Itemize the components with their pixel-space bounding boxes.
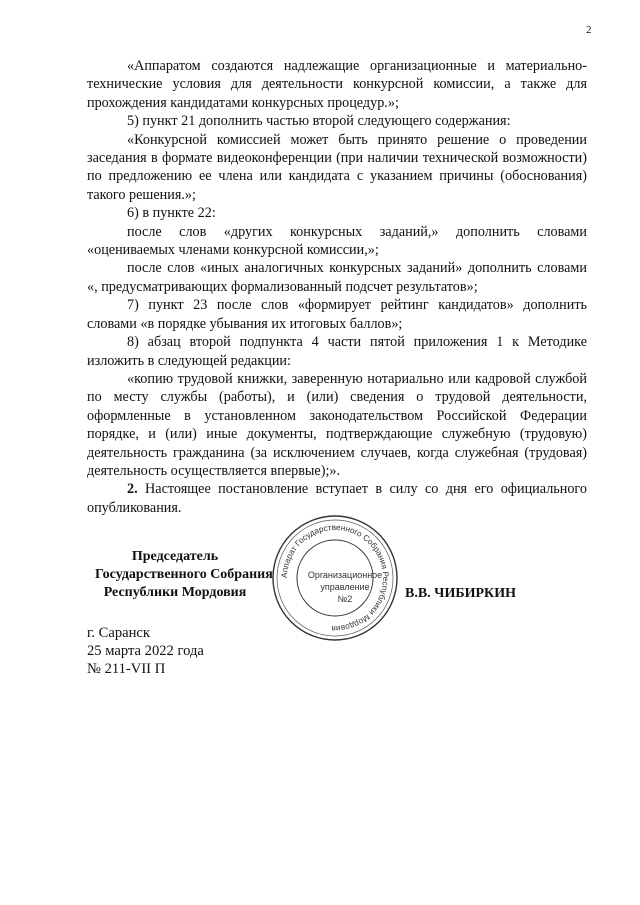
final-clause-number: 2. [127,481,138,498]
document-number: № 211-VII П [87,661,166,678]
stamp-center-line2: управление [320,582,370,592]
stamp-center-line1: Организационное [307,570,383,580]
paragraph-item-8: 8) абзац второй подпункта 4 части пятой приложения 1 к Методике изложить в следующей редакции: [87,334,587,369]
paragraph-item-6-second-change: после слов «иных аналогичных конкурсных заданий» дополнить словами «, предусматривающих формализованный подсчет результатов»; [87,260,587,295]
paragraph-apparatus-clause: «Аппаратом создаются надлежащие организационные и материально-технические условия для деятельности конкурсной комиссии, а также для прохождения кандидатами конкурсных процедур.»; [87,58,587,111]
paragraph-final-clause [87,480,587,517]
place-date-number [87,624,204,679]
page-number: 2 [586,24,592,36]
paragraph-work-book-clause: «копию трудовой книжки, заверенную нотариально или кадровой службой по месту службы (работы), и (или) сведения о трудовой деятельности, оформленные в установленном законодательством Российской Федерации порядке, и (или) иные документы, подтверждающие служебную (трудовую) деятельность гражданина (за исключением случаев, когда служебная (трудовая) деятельность осуществляется впервые);». [87,370,587,479]
document-date: 25 марта 2022 года [87,643,204,660]
paragraph-item-5: 5) пункт 21 дополнить частью второй следующего содержания: [127,113,511,130]
stamp-center-line3: №2 [337,594,353,604]
signatory-title [95,548,273,602]
paragraph-item-6-first-change: после слов «других конкурсных заданий,» дополнить словами «оцениваемых членами конкурсной комиссии,»; [87,223,587,259]
paragraph-item-7: 7) пункт 23 после слов «формирует рейтинг кандидатов» дополнить словами «в порядке убывания их итоговых баллов»; [87,297,587,332]
stamp-center [290,569,400,605]
document-body [87,57,587,517]
paragraph-item-6: 6) в пункте 22: [127,205,216,222]
city: г. Саранск [87,625,150,641]
signatory-title-line1: Председатель [131,549,219,564]
stamp-ring-text: Аппарат Государственного Собрания Республики Мордовия [279,522,391,634]
signatory-title-line3: Республики Мордовия [103,585,247,600]
signatory-name: В.В. ЧИБИРКИН [405,586,516,601]
signatory-title-line2: Государственного Собрания [95,567,273,582]
final-clause-text: Настоящее постановление вступает в силу со дня его официального опубликования. [87,481,587,516]
paragraph-videoconference-clause: «Конкурсной комиссией может быть принято решение о проведении заседания в формате видеоконференции (при наличии технической возможности) по предложению ее члена или кандидата с указанием причины (обоснования) такого решения.»; [87,131,587,203]
